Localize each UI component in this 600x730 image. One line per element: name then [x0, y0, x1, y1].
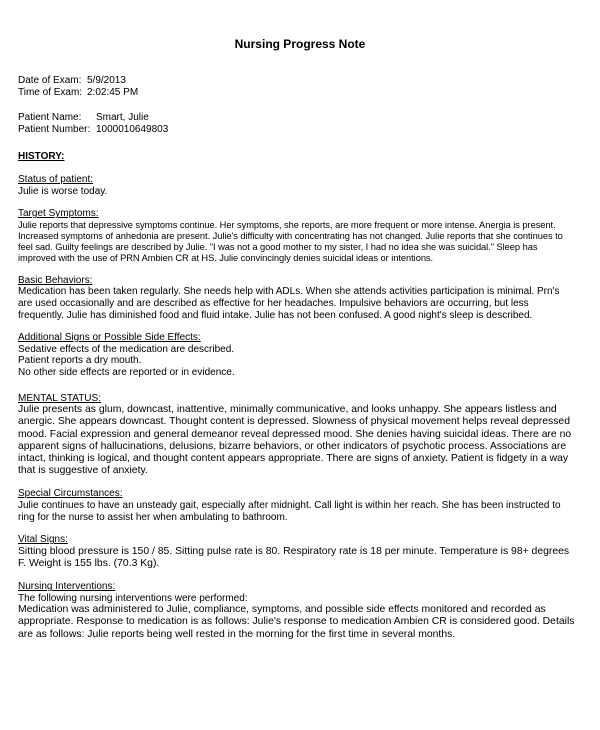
document-body [18, 75, 576, 641]
patient-name-row [18, 112, 576, 124]
side-effects-line: Patient reports a dry mouth. [18, 355, 142, 367]
nursing-interventions-text: Medication was administered to Julie, compliance, symptoms, and possible side effects monitored and recorded as appropriate. Response to medication is as follows: Julie's response to medication Ambien CR is considered good. Details are as follows: Julie reports being well rested in the morning for the first time in several months. [18, 604, 575, 640]
status-of-patient-heading: Status of patient: [18, 173, 94, 185]
patient-number-label: Patient Number: [18, 123, 91, 135]
exam-time-label: Time of Exam: [18, 86, 83, 98]
exam-date-label: Date of Exam: [18, 75, 82, 86]
patient-name-label: Patient Name: [18, 112, 82, 124]
patient-number-value: 1000010649803 [96, 123, 169, 135]
basic-behaviors-heading: Basic Behaviors: [18, 274, 93, 286]
mental-status-text: Julie presents as glum, downcast, inattentive, minimally communicative, and looks unhappy. She appears listless and anergic. She appears downcast. Thought content is depressed. Slowness of physical movement helps reveal depressed mood. Facial expression and general demeanor reveal depressed mood. She denies having suicidal ideas. There are no apparent signs of hallucinations, delusions, bizarre behaviors, or other indicators of psychotic process. Associations are intact, thinking is logical, and thought content appears appropriate. There are signs of anxiety. Patient is fidgety in a way that is suggestive of anxiety. [18, 404, 572, 477]
vital-signs-text: Sitting blood pressure is 150 / 85. Sitting pulse rate is 80. Respiratory rate is 18 per minute. Temperature is 98+ degrees F. Weight is 155 lbs. (70.3 Kg). [18, 545, 570, 569]
nursing-interventions-heading: Nursing Interventions: [18, 581, 116, 593]
side-effects-heading: Additional Signs or Possible Side Effects: [18, 332, 201, 344]
patient-name-value: Smart, Julie [96, 112, 149, 124]
side-effects-line: Sedative effects of the medication are described. [18, 343, 235, 355]
exam-time-row [18, 87, 576, 99]
special-circumstances-text: Julie continues to have an unsteady gait, especially after midnight. Call light is within her reach. She has been instructed to ring for the nurse to assist her when ambulating to bathroom. [18, 499, 561, 523]
status-of-patient-text: Julie is worse today. [18, 185, 108, 197]
nursing-interventions-intro: The following nursing interventions were performed: [18, 592, 248, 604]
target-symptoms-text: Julie reports that depressive symptoms continue. Her symptoms, she reports, are more frequent or more intense. Anergia is present. Increased symptoms of anhedonia are present. Julie's difficulty with concentrating has not changed. Julie reports that she continues to feel sad. Guilty feelings are described by Julie. "I was not a good mother to my sister, I had no idea she was suicidal." Sleep has improved with the use of PRN Ambien CR at HS. Julie convincingly denies suicidal ideas or intentions. [18, 219, 563, 263]
basic-behaviors-text: Medication has been taken regularly. She needs help with ADLs. When she attends activities participation is minimal. Prn's are used occasionally and are described as effective for her headaches. Impulsive behaviors are occurring, but less frequently. Julie has diminished food and fluid intake. Julie has not been confused. A good night's sleep is described. [18, 286, 560, 321]
side-effects-line: No other side effects are reported or in evidence. [18, 366, 235, 378]
mental-status-heading: MENTAL STATUS: [18, 392, 101, 404]
exam-date-row [18, 75, 576, 87]
exam-time-value: 2:02:45 PM [87, 86, 139, 98]
special-circumstances-heading: Special Circumstances: [18, 488, 123, 500]
document-title: Nursing Progress Note [234, 37, 366, 51]
patient-number-row [18, 124, 576, 136]
target-symptoms-heading: Target Symptoms: [18, 208, 99, 220]
exam-date-value: 5/9/2013 [87, 75, 126, 86]
vital-signs-heading: Vital Signs: [18, 534, 68, 546]
history-heading: HISTORY: [18, 151, 65, 163]
